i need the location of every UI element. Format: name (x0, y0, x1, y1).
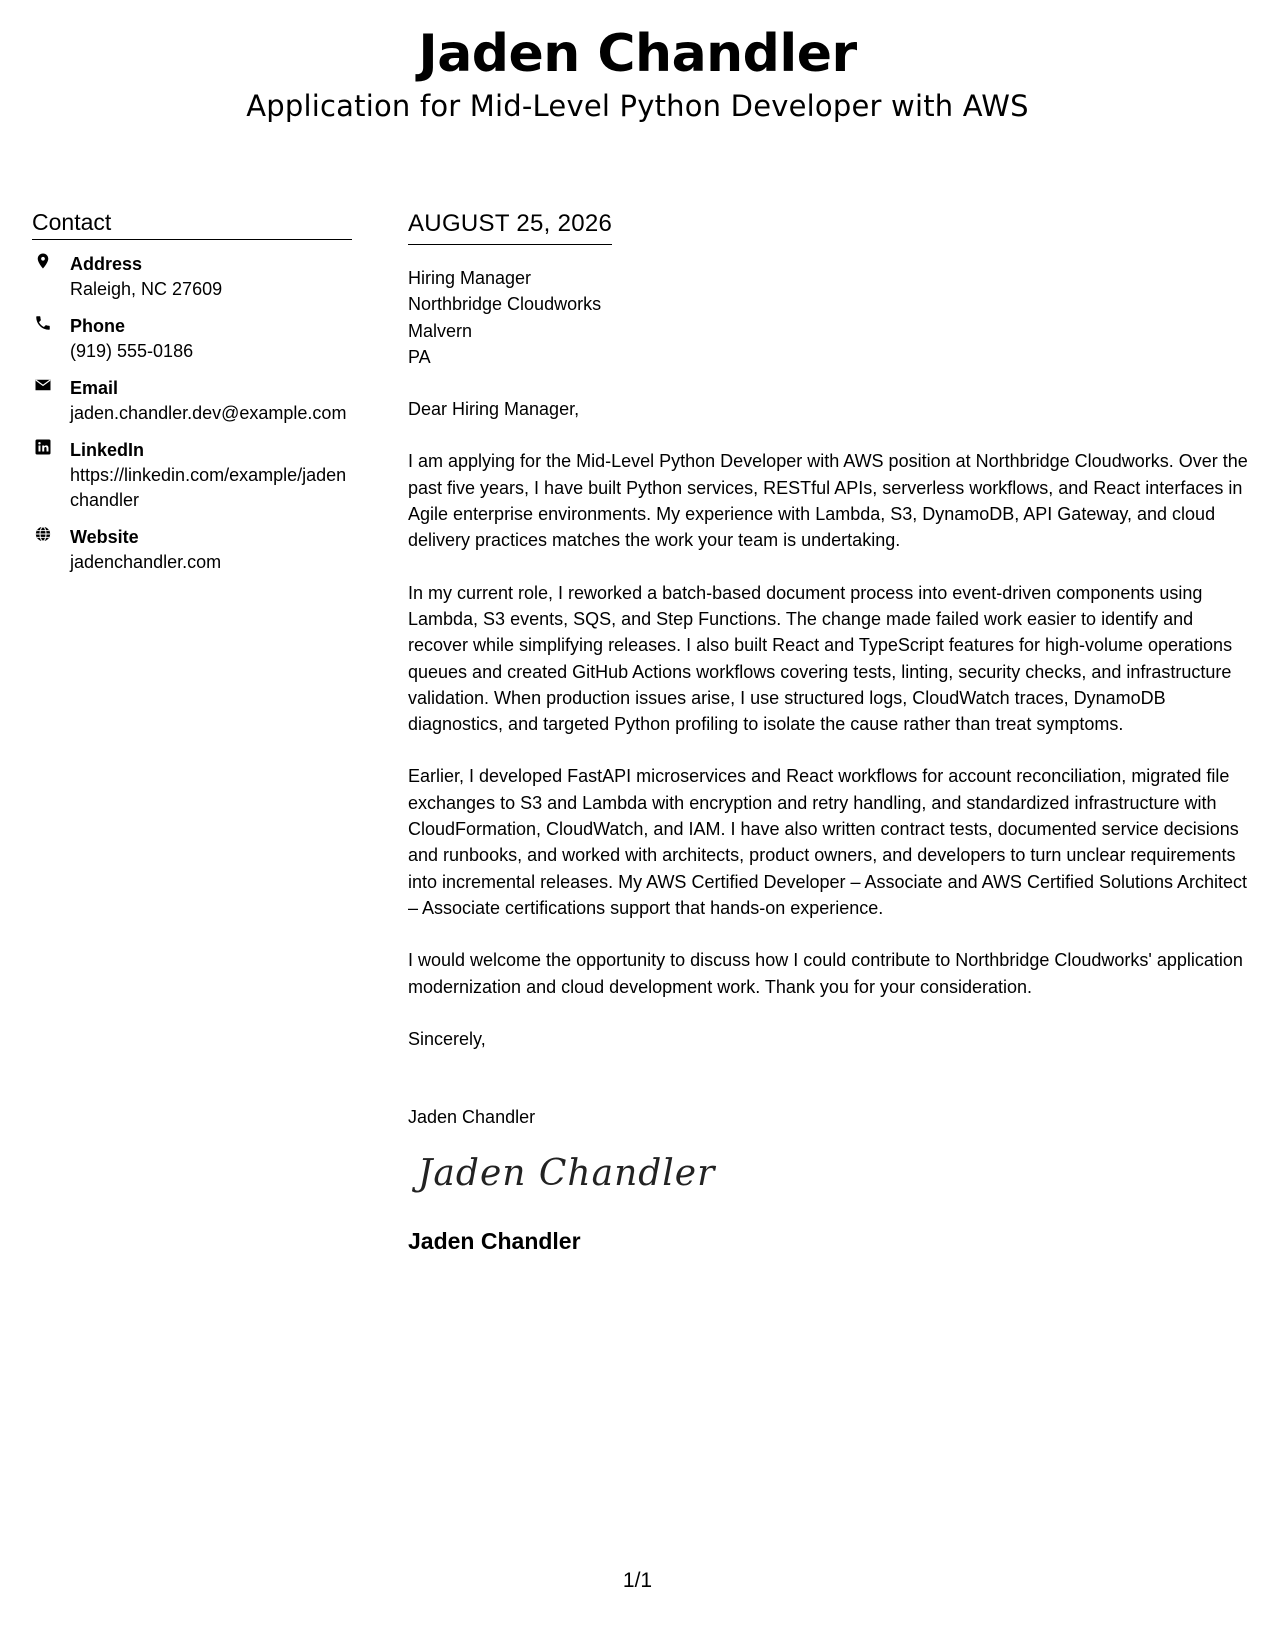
contact-label: Email (70, 378, 119, 398)
contact-label: Address (70, 254, 143, 274)
body-paragraph: I would welcome the opportunity to discuss how I could contribute to Northbridge Cloudworks' application modernization and cloud development work. Thank you for your consideration. (408, 950, 1243, 997)
handwritten-signature: Jaden Chandler (418, 1153, 716, 1195)
email-icon (32, 376, 54, 398)
contact-label: Website (70, 527, 139, 547)
contact-value: https://linkedin.com/example/jadenchandler (70, 465, 347, 510)
map-pin-icon (32, 252, 54, 274)
application-subtitle: Application for Mid-Level Python Developer with AWS (246, 89, 1029, 123)
body-paragraph: Earlier, I developed FastAPI microservices and React workflows for account reconciliation, migrated file exchanges to S3 and Lambda with encryption and retry handling, and standardized infrastructure with CloudFormation, CloudWatch, and IAM. I have also written contract tests, documented service decisions and runbooks, and worked with architects, product owners, and developers to turn unclear requirements into incremental releases. My AWS Certified Developer – Associate and AWS Certified Solutions Architect – Associate certifications support that hands-on experience. (408, 766, 1248, 918)
contact-item-address (32, 252, 352, 302)
contact-item-linkedin (32, 438, 352, 513)
contact-label: Phone (70, 316, 126, 336)
typed-name: Jaden Chandler (408, 1107, 536, 1128)
applicant-name: Jaden Chandler (418, 24, 857, 84)
letter-header (0, 22, 1275, 124)
contact-heading: Contact (32, 208, 352, 240)
body-paragraph: I am applying for the Mid-Level Python Developer with AWS position at Northbridge Cloudworks. Over the past five years, I have built Python services, RESTful APIs, serverless workflows, and React interfaces in Agile enterprise environments. My experience with Lambda, S3, DynamoDB, API Gateway, and cloud delivery practices matches the work your team is undertaking. (408, 451, 1248, 551)
contact-item-website (32, 525, 352, 575)
contact-value: jadenchandler.com (70, 552, 222, 572)
recipient-line: Hiring Manager (408, 268, 532, 288)
phone-icon (32, 314, 54, 336)
closing: Sincerely, (408, 1028, 486, 1049)
signed-name: Jaden Chandler (408, 1228, 581, 1255)
linkedin-icon (32, 438, 54, 460)
letter-date: AUGUST 25, 2026 (408, 208, 612, 245)
recipient-line: PA (408, 346, 431, 367)
contact-item-phone (32, 314, 352, 364)
recipient-line: Northbridge Cloudworks (408, 294, 602, 315)
contact-label: LinkedIn (70, 440, 145, 460)
globe-icon (32, 525, 54, 547)
contact-value: Raleigh, NC 27609 (70, 279, 223, 299)
contact-value: (919) 555-0186 (70, 341, 194, 361)
body-paragraph: In my current role, I reworked a batch-based document process into event-driven components using Lambda, S3 events, SQS, and Step Functions. The change made failed work easier to identify and recover while simplifying releases. I also built React and TypeScript features for high-volume operations queues and created GitHub Actions workflows covering tests, linting, security checks, and infrastructure validation. When production issues arise, I use structured logs, CloudWatch traces, DynamoDB diagnostics, and targeted Python profiling to isolate the cause rather than treat symptoms. (408, 582, 1233, 735)
recipient-block (408, 265, 1253, 370)
contact-value: jaden.chandler.dev@example.com (70, 403, 347, 423)
salutation: Dear Hiring Manager, (408, 399, 580, 420)
contact-item-email (32, 376, 352, 426)
contact-sidebar (32, 208, 352, 587)
letter-body (408, 208, 1253, 1256)
recipient-line: Malvern (408, 320, 473, 341)
page-number: 1/1 (622, 1569, 653, 1592)
